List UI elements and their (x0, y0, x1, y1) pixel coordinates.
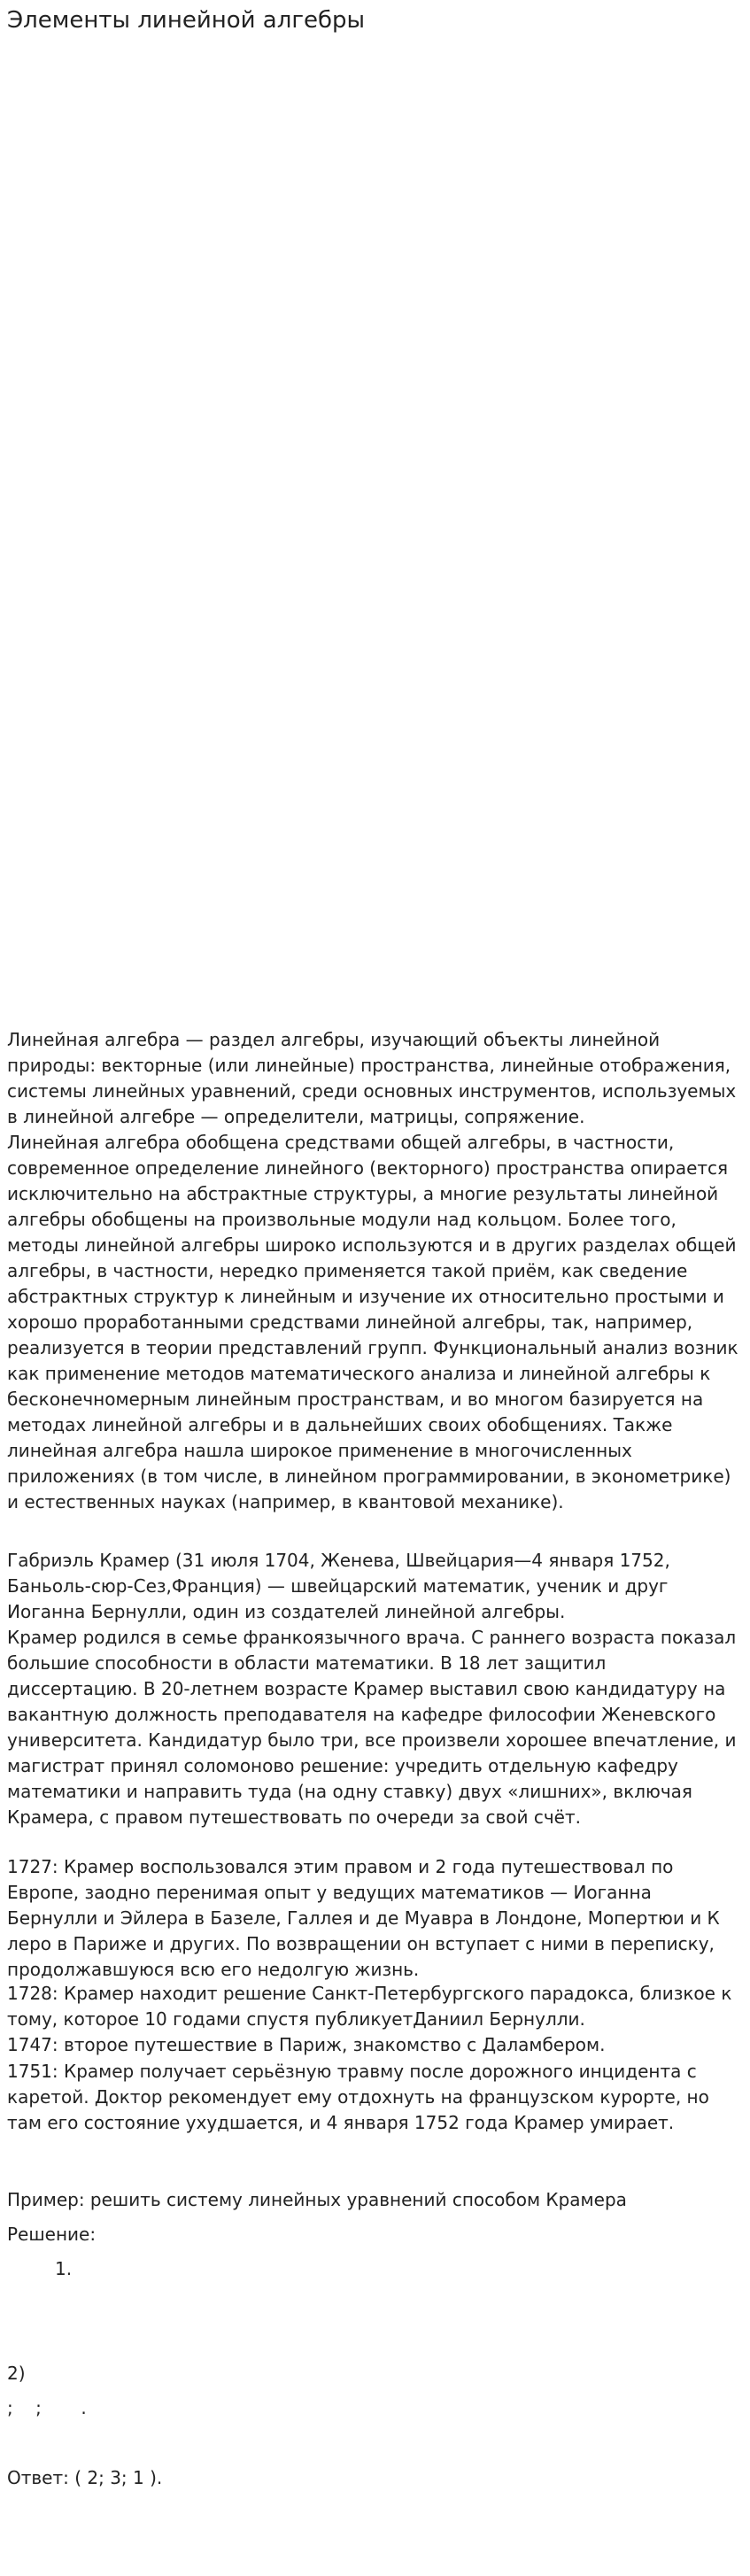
page-title: Элементы линейной алгебры (7, 7, 366, 34)
solution-step-2: 2) (7, 2363, 26, 2384)
cramer-early-life-paragraph: Крамер родился в семье франкоязычного врача. С раннего возраста показал большие способности в области математики. В 18 лет защитил диссертацию. В 20-летнем возрасте Крамер выставил свою кандидатуру на вакантную должность преподавателя на кафедре философии Женевского университета. Кандидатур было три, все произвели хорошее впечатление, и магистрат принял соломоново решение: учредить отдельную кафедру математики и направить туда (на одну ставку) двух «лишних», включая Крамера, с правом путешествовать по очереди за свой счёт. (7, 1627, 737, 1828)
year-1728-paragraph: 1728: Крамер находит решение Санкт-Петербургского парадокса, близкое к тому, которое 10 годами спустя публикуетДаниил Бернулли. (7, 1983, 732, 2030)
solution-step-1: 1. (55, 2258, 73, 2279)
solution-separators: ; ; . (7, 2397, 87, 2418)
example-task: Пример: решить систему линейных уравнений способом Крамера (7, 2189, 627, 2210)
year-1727-paragraph: 1727: Крамер воспользовался этим правом и 2 года путешествовал по Европе, заодно перенимая опыт у ведущих математиков — Иоганна Бернулли и Эйлера в Базеле, Галлея и де Муавра в Лондоне, Мопертюи и К леро в Париже и других. По возвращении он вступает с ними в переписку, продолжавшуюся всю его недолгую жизнь. (7, 1856, 720, 1980)
solution-label: Решение: (7, 2224, 97, 2245)
cramer-bio-paragraph: Габриэль Крамер (31 июля 1704, Женева, Швейцария—4 января 1752, Баньоль-сюр-Сез,Франция) — швейцарский математик, ученик и друг Иоганна Бернулли, один из создателей линейной алгебры. (7, 1550, 670, 1622)
answer-line: Ответ: ( 2; 3; 1 ). (7, 2467, 163, 2488)
year-1751-paragraph: 1751: Крамер получает серьёзную травму после дорожного инцидента с каретой. Доктор рекомендует ему отдохнуть на французском курорте, но там его состояние ухудшается, и 4 января 1752 года Крамер умирает. (7, 2061, 709, 2133)
year-1747-paragraph: 1747: второе путешествие в Париж, знакомство с Даламбером. (7, 2034, 606, 2055)
generalization-paragraph: Линейная алгебра обобщена средствами общей алгебры, в частности, современное определение линейного (векторного) пространства опирается исключительно на абстрактные структуры, а многие результаты линейной алгебры обобщены на произвольные модули над кольцом. Более того, методы линейной алгебры широко используются и в других разделах общей алгебры, в частности, нередко применяется такой приём, как сведение абстрактных структур к линейным и изучение их относительно простыми и хорошо проработанными средствами линейной алгебры, так, например, реализуется в теории представлений групп. Функциональный анализ возник как применение методов математического анализа и линейной алгебры к бесконечномерным линейным пространствам, и во многом базируется на методах линейной алгебры и в дальнейших своих обобщениях. Также линейная алгебра нашла широкое применение в многочисленных приложениях (в том числе, в линейном программировании, в эконометрике) и естественных науках (например, в квантовой механике). (7, 1132, 738, 1512)
intro-paragraph: Линейная алгебра — раздел алгебры, изучающий объекты линейной природы: векторные (или линейные) пространства, линейные отображения, системы линейных уравнений, среди основных инструментов, используемых в линейной алгебре — определители, матрицы, сопряжение. (7, 1029, 737, 1127)
